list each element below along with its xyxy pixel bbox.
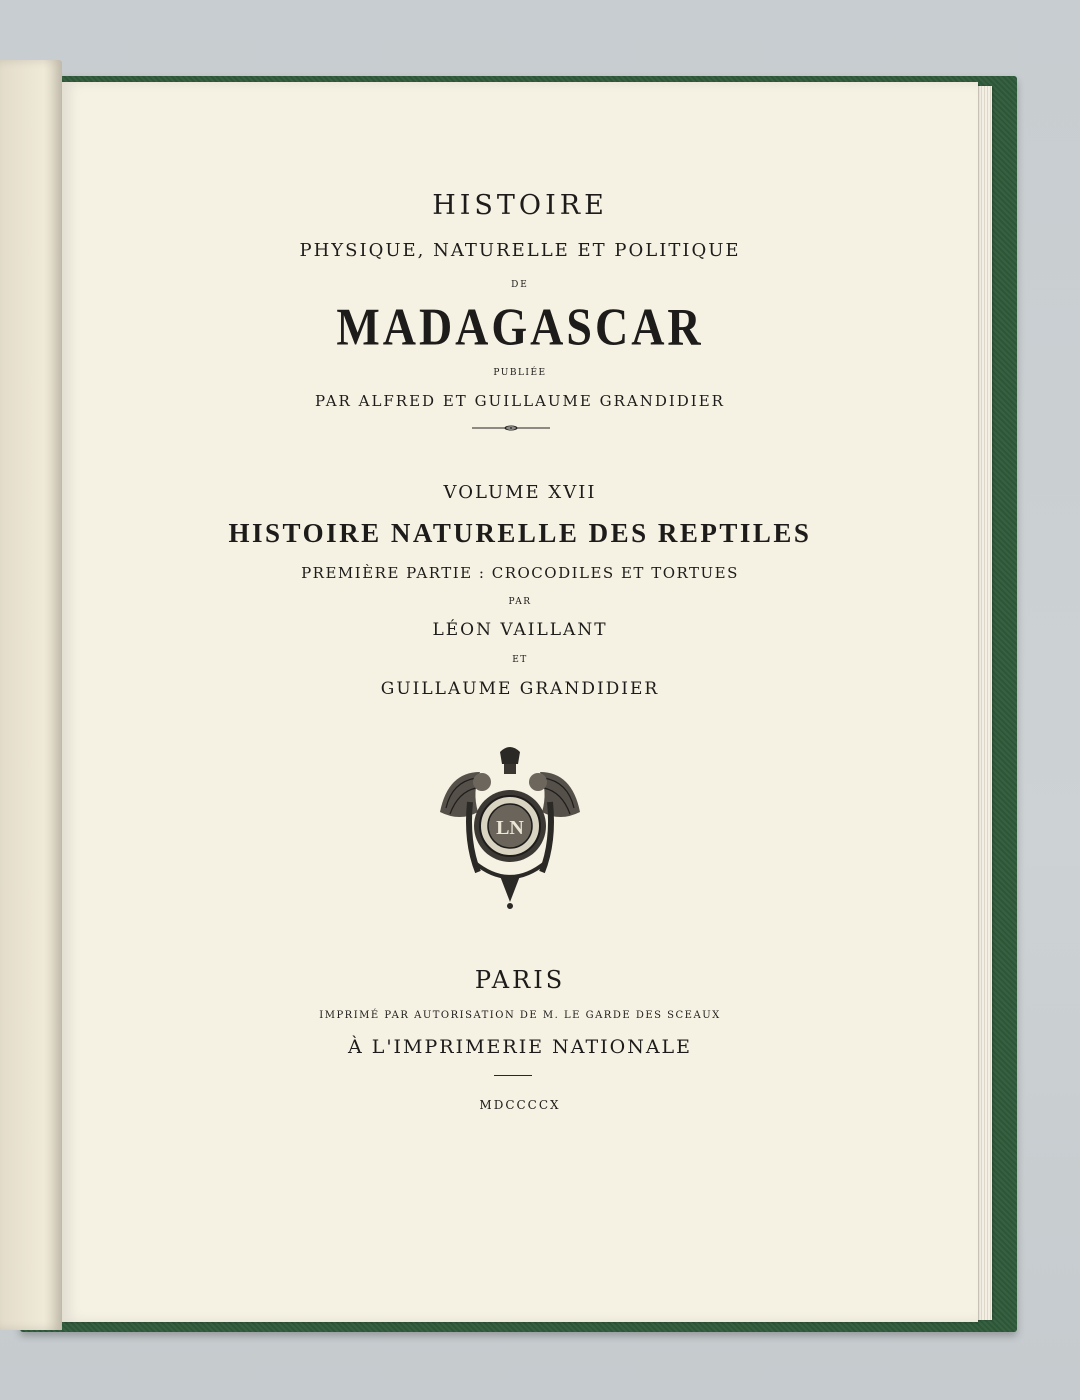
connector-et: ET	[512, 655, 528, 665]
publiee-label: PUBLIÉE	[493, 368, 547, 378]
book-subtitle: PHYSIQUE, NATURELLE ET POLITIQUE	[299, 240, 741, 261]
author-2: GUILLAUME GRANDIDIER	[380, 679, 660, 699]
left-flyleaf-page	[0, 60, 62, 1330]
connector-de: DE	[511, 280, 529, 290]
book-title: HISTOIRE	[432, 190, 608, 221]
volume-number: VOLUME XVII	[443, 482, 597, 503]
imprint-note: IMPRIMÉ PAR AUTORISATION DE M. LE GARDE DES SCEAUX	[319, 1010, 721, 1021]
author-1: LÉON VAILLANT	[432, 620, 608, 640]
place-title: MADAGASCAR	[336, 297, 704, 356]
imperial-seal-icon	[430, 742, 590, 910]
volume-title: HISTOIRE NATURELLE DES REPTILES	[228, 518, 812, 548]
part-title: PREMIÈRE PARTIE : CROCODILES ET TORTUES	[301, 564, 739, 582]
svg-text:LN: LN	[496, 817, 524, 839]
printer-name: À L'IMPRIMERIE NATIONALE	[347, 1036, 693, 1058]
short-rule	[494, 1075, 532, 1076]
connector-par: PAR	[508, 597, 532, 607]
publication-date: MDCCCCX	[479, 1098, 561, 1112]
city: PARIS	[474, 966, 566, 994]
title-page	[62, 82, 978, 1322]
ornamental-rule-icon	[472, 425, 550, 431]
publishers-line: PAR ALFRED ET GUILLAUME GRANDIDIER	[315, 392, 725, 410]
